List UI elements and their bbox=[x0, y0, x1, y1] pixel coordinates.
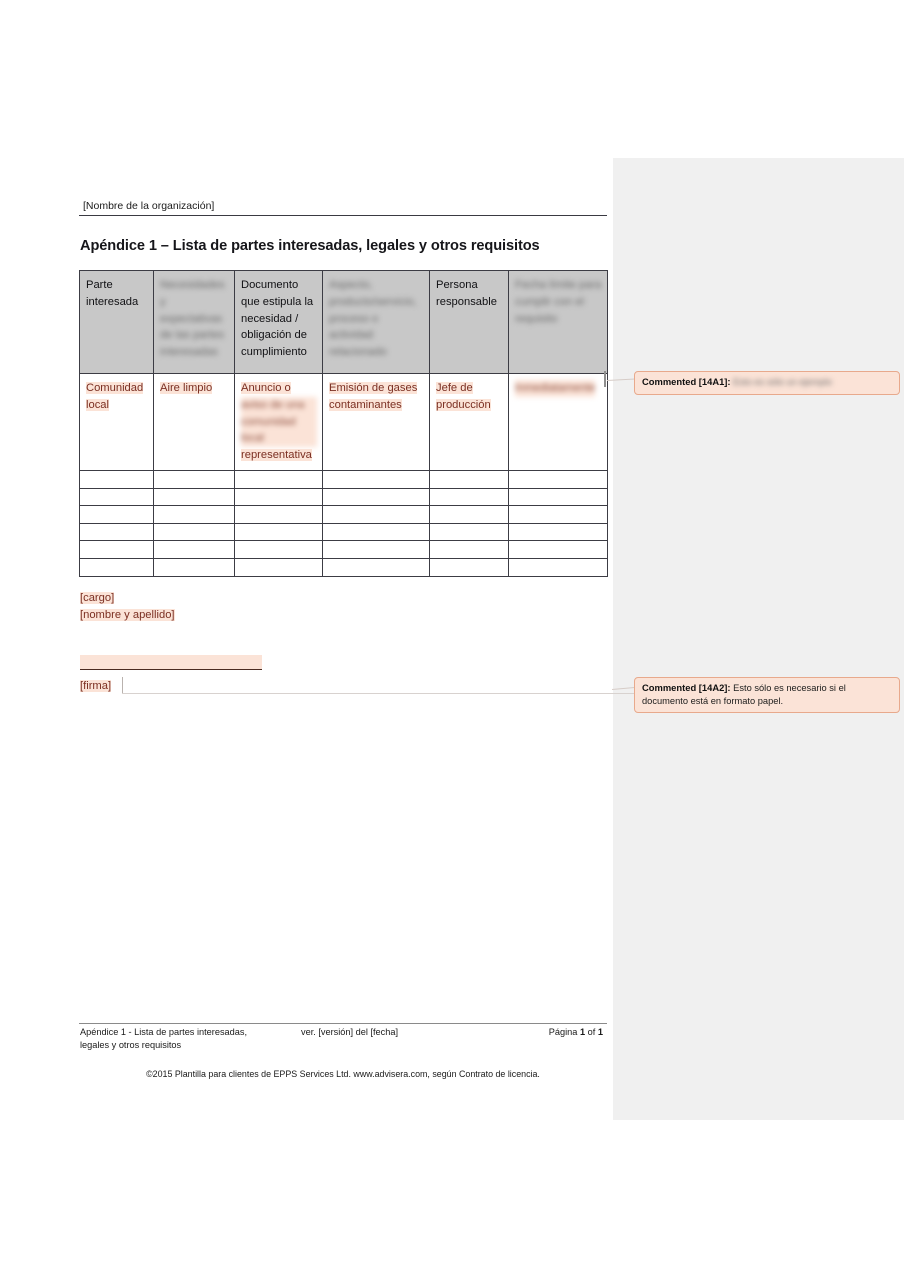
table-cell-empty bbox=[323, 506, 430, 524]
table-cell-empty bbox=[509, 488, 608, 506]
table-header-cell-2: Necesidades y expectativas de las partes interesadas bbox=[154, 271, 235, 374]
table-cell-empty bbox=[323, 488, 430, 506]
table-cell-empty bbox=[235, 558, 323, 576]
table-cell-empty bbox=[430, 506, 509, 524]
table-cell-empty bbox=[80, 488, 154, 506]
comment-connector-line bbox=[122, 693, 640, 694]
table-cell-empty bbox=[235, 488, 323, 506]
table-cell-empty bbox=[235, 523, 323, 541]
table-row bbox=[80, 523, 608, 541]
signature-name-line: [nombre y apellido] bbox=[80, 609, 175, 621]
table-cell-empty bbox=[430, 558, 509, 576]
page-title: Apéndice 1 – Lista de partes interesadas, legales y otros requisitos bbox=[80, 238, 540, 254]
footer-page-number: Página 1 of 1 bbox=[548, 1027, 603, 1037]
table-cell-empty bbox=[430, 488, 509, 506]
table-cell-empty bbox=[509, 541, 608, 559]
table-cell-fecha-limite: Inmediatamente bbox=[509, 374, 608, 471]
table-row bbox=[80, 488, 608, 506]
table-cell-empty bbox=[80, 523, 154, 541]
table-cell-necesidades: Aire limpio bbox=[154, 374, 235, 471]
table-cell-empty bbox=[323, 541, 430, 559]
table-cell-empty bbox=[323, 471, 430, 489]
table-cell-empty bbox=[509, 506, 608, 524]
document-footer bbox=[79, 1026, 607, 1079]
comment-label: Commented [14A2]: bbox=[642, 682, 731, 693]
table-cell-empty bbox=[235, 541, 323, 559]
table-cell-empty bbox=[509, 558, 608, 576]
comment-text: Esto es sólo un ejemplo bbox=[733, 377, 832, 387]
document-running-header bbox=[79, 199, 607, 216]
comment-anchor-marker bbox=[122, 677, 123, 693]
stakeholder-requirements-table bbox=[79, 270, 608, 577]
table-header-cell-1: Parte interesada bbox=[80, 271, 154, 374]
footer-document-name: Apéndice 1 - Lista de partes interesadas, legales y otros requisitos bbox=[80, 1027, 248, 1051]
table-cell-empty bbox=[323, 523, 430, 541]
comment-anchor-marker bbox=[604, 371, 606, 387]
table-cell-empty bbox=[154, 541, 235, 559]
table-header-cell-6: Fecha límite para cumplir con el requisito bbox=[509, 271, 608, 374]
table-header-cell-5: Persona responsable bbox=[430, 271, 509, 374]
table-cell-empty bbox=[80, 471, 154, 489]
table-cell-empty bbox=[235, 471, 323, 489]
signature-block bbox=[80, 590, 500, 624]
table-cell-empty bbox=[80, 558, 154, 576]
table-cell-empty bbox=[154, 471, 235, 489]
table-cell-persona-responsable: Jefe de producción bbox=[430, 374, 509, 471]
table-row bbox=[80, 506, 608, 524]
table-cell-empty bbox=[80, 506, 154, 524]
table-cell-parte-interesada: Comunidad local bbox=[80, 374, 154, 471]
footer-copyright: ©2015 Plantilla para clientes de EPPS Services Ltd. www.advisera.com, según Contrato de licencia. bbox=[146, 1069, 540, 1079]
footer-version: ver. [versión] del [fecha] bbox=[301, 1027, 399, 1037]
comment-label: Commented [14A1]: bbox=[642, 376, 731, 387]
table-cell-empty bbox=[430, 471, 509, 489]
table-cell-empty bbox=[430, 523, 509, 541]
table-cell-empty bbox=[323, 558, 430, 576]
table-header-cell-3: Documento que estipula la necesidad / obligación de cumplimiento bbox=[235, 271, 323, 374]
table-cell-documento: Anuncio o aviso de una comunidad local representativa bbox=[235, 374, 323, 471]
comment-bubble-14A1[interactable] bbox=[634, 371, 900, 395]
table-cell-empty bbox=[80, 541, 154, 559]
table-cell-empty bbox=[430, 541, 509, 559]
table-cell-empty bbox=[509, 523, 608, 541]
signature-cargo-line: [cargo] bbox=[80, 592, 115, 604]
table-cell-empty bbox=[154, 523, 235, 541]
table-cell-aspecto: Emisión de gases contaminantes bbox=[323, 374, 430, 471]
table-row bbox=[80, 471, 608, 489]
signature-firma-line: [firma] bbox=[80, 680, 112, 692]
table-cell-empty bbox=[509, 471, 608, 489]
footer-divider bbox=[79, 1023, 607, 1024]
table-header-row bbox=[80, 271, 608, 374]
comment-text: Esto sólo es necesario si el documento está en formato papel. bbox=[642, 683, 846, 706]
table-row bbox=[80, 374, 608, 471]
table-cell-empty bbox=[154, 506, 235, 524]
comment-bubble-14A2[interactable] bbox=[634, 677, 900, 713]
organization-name-placeholder: [Nombre de la organización] bbox=[83, 200, 215, 212]
table-row bbox=[80, 541, 608, 559]
table-header-cell-4: Aspecto, producto/servicio, proceso o actividad relacionado bbox=[323, 271, 430, 374]
header-divider bbox=[79, 215, 607, 216]
table-cell-empty bbox=[154, 558, 235, 576]
table-cell-empty bbox=[235, 506, 323, 524]
table-row bbox=[80, 558, 608, 576]
table-cell-empty bbox=[154, 488, 235, 506]
signature-rule bbox=[80, 655, 262, 670]
comment-margin-panel bbox=[613, 158, 904, 1120]
